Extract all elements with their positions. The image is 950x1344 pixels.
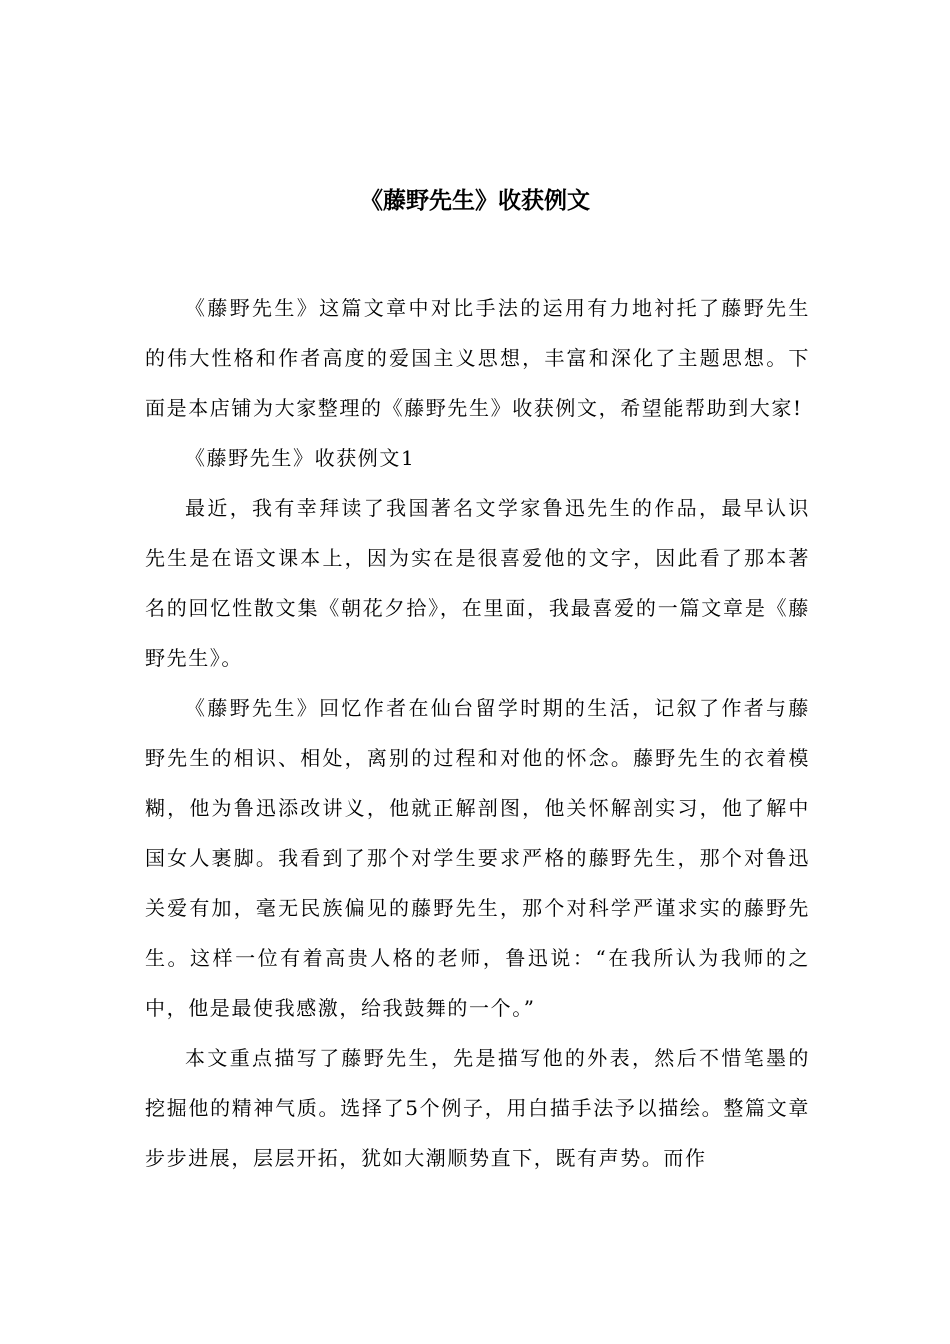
body-paragraph-2: 《藤野先生》回忆作者在仙台留学时期的生活，记叙了作者与藤野先生的相识、相处，离别的过程和对他的怀念。藤野先生的衣着模糊，他为鲁迅添改讲义，他就正解剖图，他关怀解剖实习，他了解中国女人裹脚。我看到了那个对学生要求严格的藤野先生，那个对鲁迅关爱有加，毫无民族偏见的藤野先生，那个对科学严谨求实的藤野先生。这样一位有着高贵人格的老师，鲁迅说：“在我所认为我师的之中，他是最使我感激，给我鼓舞的一个。” [145,696,810,1020]
document-body [145,283,810,1183]
body-paragraph-3: 本文重点描写了藤野先生，先是描写他的外表，然后不惜笔墨的挖掘他的精神气质。选择了5个例子，用白描手法予以描绘。整篇文章步步进展，层层开拓，犹如大潮顺势直下，既有声势。而作 [145,1046,810,1170]
section-heading: 《藤野先生》收获例文1 [185,446,416,470]
document-title: 《藤野先生》收获例文 [360,187,590,214]
intro-paragraph: 《藤野先生》这篇文章中对比手法的运用有力地衬托了藤野先生的伟大性格和作者高度的爱国主义思想，丰富和深化了主题思想。下面是本店铺为大家整理的《藤野先生》收获例文，希望能帮助到大家! [145,296,810,420]
body-paragraph-1: 最近，我有幸拜读了我国著名文学家鲁迅先生的作品，最早认识先生是在语文课本上，因为实在是很喜爱他的文字，因此看了那本著名的回忆性散文集《朝花夕拾》，在里面，我最喜爱的一篇文章是《藤野先生》。 [145,496,810,670]
